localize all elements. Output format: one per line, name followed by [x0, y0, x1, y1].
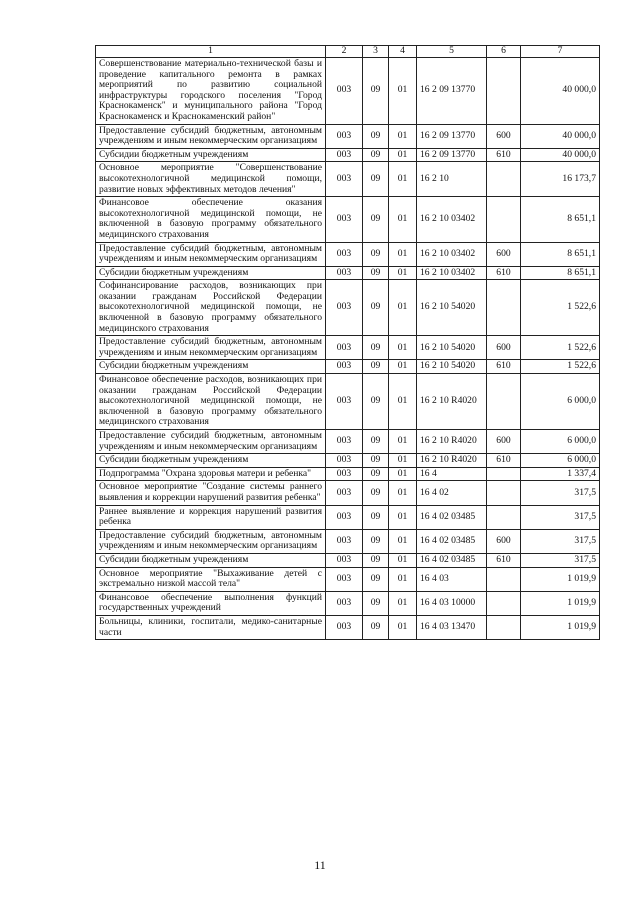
row-expense-type: 610	[487, 360, 521, 374]
row-subsection: 01	[389, 280, 417, 336]
row-amount: 8 651,1	[521, 197, 600, 242]
row-section: 09	[363, 162, 389, 197]
row-admin-code: 003	[326, 162, 363, 197]
row-admin-code: 003	[326, 454, 363, 468]
row-admin-code: 003	[326, 360, 363, 374]
row-name: Финансовое обеспечение выполнения функций государственных учреждений	[96, 591, 326, 615]
row-name: Основное мероприятие "Совершенствование высокотехнологичной медицинской помощи, развитие новых эффективных методов лечения"	[96, 162, 326, 197]
row-target-article: 16 2 10 03402	[417, 197, 487, 242]
row-section: 09	[363, 374, 389, 430]
row-subsection: 01	[389, 360, 417, 374]
row-section: 09	[363, 336, 389, 360]
row-expense-type	[487, 567, 521, 591]
row-amount: 40 000,0	[521, 148, 600, 162]
row-expense-type: 600	[487, 242, 521, 266]
row-admin-code: 003	[326, 591, 363, 615]
row-expense-type	[487, 467, 521, 481]
row-expense-type	[487, 162, 521, 197]
table-header-row	[96, 46, 600, 58]
row-amount: 6 000,0	[521, 430, 600, 454]
row-target-article: 16 2 10 54020	[417, 360, 487, 374]
table-row	[96, 374, 600, 430]
row-admin-code: 003	[326, 553, 363, 567]
row-expense-type	[487, 197, 521, 242]
row-target-article: 16 4 02 03485	[417, 505, 487, 529]
row-target-article: 16 2 09 13770	[417, 58, 487, 125]
table-row	[96, 242, 600, 266]
row-target-article: 16 2 10	[417, 162, 487, 197]
page-number: 11	[314, 858, 326, 872]
row-target-article: 16 2 10 R4020	[417, 454, 487, 468]
row-section: 09	[363, 124, 389, 148]
row-subsection: 01	[389, 481, 417, 505]
row-amount: 8 651,1	[521, 242, 600, 266]
row-subsection: 01	[389, 266, 417, 280]
row-name: Раннее выявление и коррекция нарушений развития ребенка	[96, 505, 326, 529]
row-name: Софинансирование расходов, возникающих при оказании гражданам Российской Федерации высокотехнологичной медицинской помощи, не включенной в базовую программу обязательного медицинского страхования	[96, 280, 326, 336]
header-col-5: 5	[417, 46, 487, 58]
row-section: 09	[363, 197, 389, 242]
row-target-article: 16 2 10 R4020	[417, 430, 487, 454]
row-amount: 1 522,6	[521, 280, 600, 336]
budget-table	[95, 45, 600, 640]
row-admin-code: 003	[326, 58, 363, 125]
table-row	[96, 591, 600, 615]
row-subsection: 01	[389, 615, 417, 639]
row-admin-code: 003	[326, 467, 363, 481]
row-target-article: 16 4 03	[417, 567, 487, 591]
row-target-article: 16 2 10 54020	[417, 280, 487, 336]
row-name: Совершенствование материально-технической базы и проведение капитального ремонта в рамках мероприятий по развитию социальной инфраструктуры городского поселения "Город Краснокаменск" и муниципального района "Город Краснокаменск и Краснокаменский район"	[96, 58, 326, 125]
row-section: 09	[363, 360, 389, 374]
row-name: Финансовое обеспечение оказания высокотехнологичной медицинской помощи, не включенной в базовую программу обязательного медицинского страхования	[96, 197, 326, 242]
row-admin-code: 003	[326, 374, 363, 430]
row-amount: 1 019,9	[521, 567, 600, 591]
table-row	[96, 280, 600, 336]
header-col-1: 1	[96, 46, 326, 58]
row-amount: 317,5	[521, 553, 600, 567]
row-name: Субсидии бюджетным учреждениям	[96, 454, 326, 468]
table-row	[96, 529, 600, 553]
table-row	[96, 360, 600, 374]
row-name: Предоставление субсидий бюджетным, автономным учреждениям и иным некоммерческим организациям	[96, 529, 326, 553]
header-col-6: 6	[487, 46, 521, 58]
table-row	[96, 162, 600, 197]
row-section: 09	[363, 529, 389, 553]
table-row	[96, 567, 600, 591]
table-row	[96, 336, 600, 360]
row-target-article: 16 4	[417, 467, 487, 481]
row-name: Подпрограмма "Охрана здоровья матери и ребенка"	[96, 467, 326, 481]
row-section: 09	[363, 58, 389, 125]
row-section: 09	[363, 615, 389, 639]
row-subsection: 01	[389, 162, 417, 197]
row-section: 09	[363, 454, 389, 468]
row-name: Предоставление субсидий бюджетным, автономным учреждениям и иным некоммерческим организациям	[96, 124, 326, 148]
row-expense-type: 610	[487, 266, 521, 280]
table-row	[96, 505, 600, 529]
table-row	[96, 197, 600, 242]
row-expense-type: 600	[487, 529, 521, 553]
row-name: Основное мероприятие "Создание системы раннего выявления и коррекции нарушений развития ребенка"	[96, 481, 326, 505]
row-admin-code: 003	[326, 567, 363, 591]
row-admin-code: 003	[326, 197, 363, 242]
row-name: Субсидии бюджетным учреждениям	[96, 148, 326, 162]
row-section: 09	[363, 505, 389, 529]
row-amount: 40 000,0	[521, 124, 600, 148]
row-section: 09	[363, 567, 389, 591]
row-subsection: 01	[389, 591, 417, 615]
row-amount: 8 651,1	[521, 266, 600, 280]
row-target-article: 16 2 09 13770	[417, 148, 487, 162]
table-row	[96, 430, 600, 454]
row-amount: 6 000,0	[521, 454, 600, 468]
row-subsection: 01	[389, 374, 417, 430]
row-target-article: 16 4 02 03485	[417, 529, 487, 553]
header-col-4: 4	[389, 46, 417, 58]
row-section: 09	[363, 553, 389, 567]
row-section: 09	[363, 266, 389, 280]
row-name: Субсидии бюджетным учреждениям	[96, 266, 326, 280]
row-subsection: 01	[389, 242, 417, 266]
row-expense-type: 600	[487, 430, 521, 454]
row-subsection: 01	[389, 467, 417, 481]
row-section: 09	[363, 591, 389, 615]
row-expense-type	[487, 615, 521, 639]
header-col-3: 3	[363, 46, 389, 58]
row-section: 09	[363, 148, 389, 162]
row-target-article: 16 4 02 03485	[417, 553, 487, 567]
row-target-article: 16 2 10 R4020	[417, 374, 487, 430]
row-expense-type: 610	[487, 148, 521, 162]
row-expense-type	[487, 374, 521, 430]
table-row	[96, 553, 600, 567]
row-target-article: 16 4 03 13470	[417, 615, 487, 639]
row-amount: 1 522,6	[521, 360, 600, 374]
row-expense-type	[487, 481, 521, 505]
row-admin-code: 003	[326, 124, 363, 148]
table-row	[96, 454, 600, 468]
row-name: Субсидии бюджетным учреждениям	[96, 553, 326, 567]
row-name: Предоставление субсидий бюджетным, автономным учреждениям и иным некоммерческим организациям	[96, 430, 326, 454]
table-row	[96, 148, 600, 162]
row-subsection: 01	[389, 529, 417, 553]
row-expense-type	[487, 58, 521, 125]
row-subsection: 01	[389, 505, 417, 529]
row-name: Субсидии бюджетным учреждениям	[96, 360, 326, 374]
row-expense-type	[487, 505, 521, 529]
row-subsection: 01	[389, 454, 417, 468]
row-subsection: 01	[389, 553, 417, 567]
row-amount: 317,5	[521, 481, 600, 505]
row-admin-code: 003	[326, 505, 363, 529]
table-row	[96, 481, 600, 505]
row-admin-code: 003	[326, 242, 363, 266]
row-target-article: 16 4 03 10000	[417, 591, 487, 615]
row-name: Основное мероприятие "Выхаживание детей с экстремально низкой массой тела"	[96, 567, 326, 591]
row-subsection: 01	[389, 197, 417, 242]
row-amount: 1 337,4	[521, 467, 600, 481]
row-section: 09	[363, 467, 389, 481]
row-name: Предоставление субсидий бюджетным, автономным учреждениям и иным некоммерческим организациям	[96, 242, 326, 266]
table-row	[96, 615, 600, 639]
row-target-article: 16 2 10 03402	[417, 266, 487, 280]
row-target-article: 16 2 10 54020	[417, 336, 487, 360]
header-col-2: 2	[326, 46, 363, 58]
row-target-article: 16 2 10 03402	[417, 242, 487, 266]
row-subsection: 01	[389, 58, 417, 125]
table-row	[96, 124, 600, 148]
row-subsection: 01	[389, 148, 417, 162]
row-amount: 1 522,6	[521, 336, 600, 360]
row-expense-type: 600	[487, 336, 521, 360]
row-expense-type	[487, 280, 521, 336]
row-target-article: 16 4 02	[417, 481, 487, 505]
row-section: 09	[363, 242, 389, 266]
row-admin-code: 003	[326, 529, 363, 553]
row-subsection: 01	[389, 567, 417, 591]
table-row	[96, 467, 600, 481]
table-row	[96, 266, 600, 280]
row-amount: 1 019,9	[521, 591, 600, 615]
row-amount: 6 000,0	[521, 374, 600, 430]
row-admin-code: 003	[326, 430, 363, 454]
row-section: 09	[363, 280, 389, 336]
row-name: Больницы, клиники, госпитали, медико-санитарные части	[96, 615, 326, 639]
row-amount: 40 000,0	[521, 58, 600, 125]
row-amount: 317,5	[521, 529, 600, 553]
row-admin-code: 003	[326, 148, 363, 162]
row-expense-type: 610	[487, 454, 521, 468]
header-col-7: 7	[521, 46, 600, 58]
row-amount: 1 019,9	[521, 615, 600, 639]
row-section: 09	[363, 430, 389, 454]
table-row	[96, 58, 600, 125]
row-admin-code: 003	[326, 280, 363, 336]
row-expense-type	[487, 591, 521, 615]
row-amount: 317,5	[521, 505, 600, 529]
row-subsection: 01	[389, 124, 417, 148]
row-admin-code: 003	[326, 266, 363, 280]
row-admin-code: 003	[326, 336, 363, 360]
row-name: Предоставление субсидий бюджетным, автономным учреждениям и иным некоммерческим организациям	[96, 336, 326, 360]
row-subsection: 01	[389, 336, 417, 360]
row-section: 09	[363, 481, 389, 505]
row-amount: 16 173,7	[521, 162, 600, 197]
row-admin-code: 003	[326, 615, 363, 639]
row-expense-type: 610	[487, 553, 521, 567]
row-subsection: 01	[389, 430, 417, 454]
row-target-article: 16 2 09 13770	[417, 124, 487, 148]
row-admin-code: 003	[326, 481, 363, 505]
row-expense-type: 600	[487, 124, 521, 148]
row-name: Финансовое обеспечение расходов, возникающих при оказании гражданам Российской Федерации высокотехнологичной медицинской помощи, не включенной в базовую программу обязательного медицинского страхования	[96, 374, 326, 430]
